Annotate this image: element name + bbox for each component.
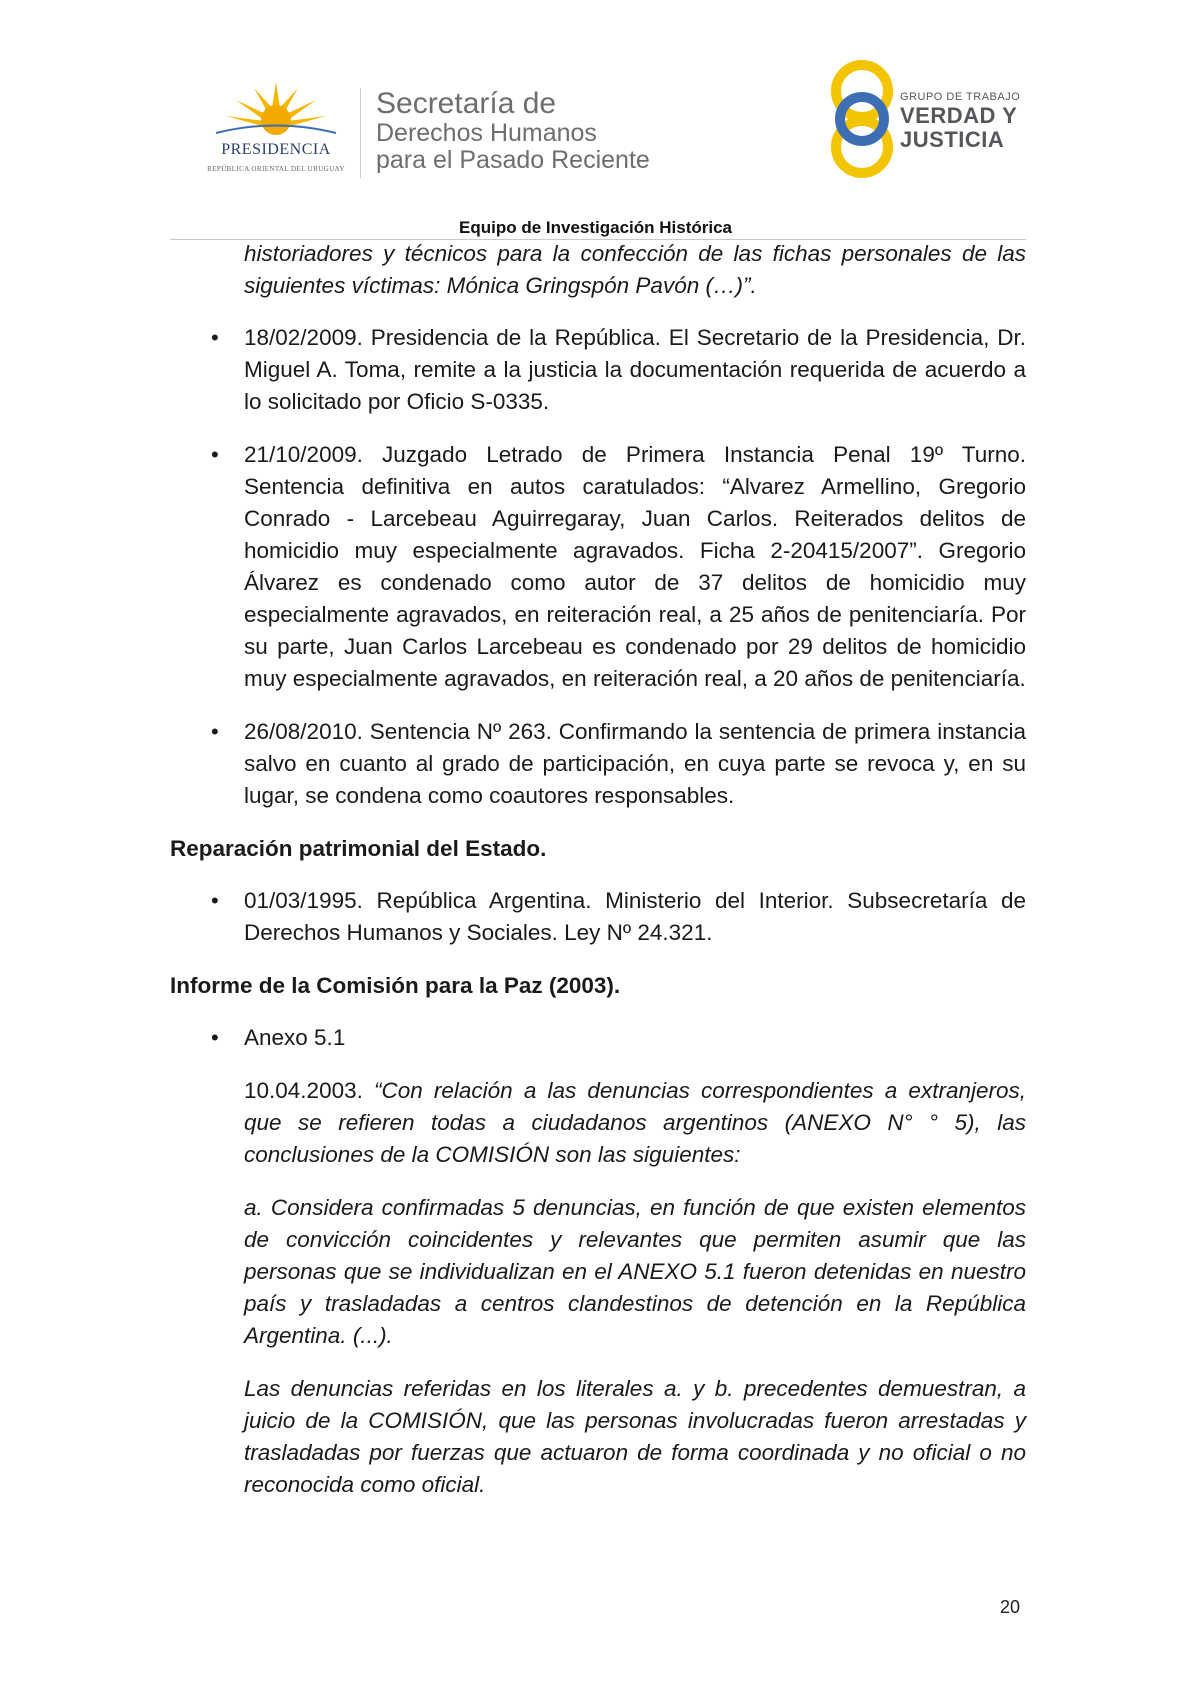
list-item (170, 322, 1026, 418)
secretaria-logo (376, 88, 706, 174)
verdad-justicia-rings-icon (822, 58, 902, 180)
secretaria-line-3: para el Pasado Reciente (376, 146, 650, 174)
sun-emblem-icon (196, 78, 356, 140)
presidencia-logo-text: PRESIDENCIA (221, 141, 331, 158)
team-title: Equipo de Investigación Histórica (459, 218, 732, 237)
quote-text: “Con relación a las denuncias correspondientes a extranjeros, que se refieren todas a ciudadanos argentinos (ANEXO N° ° 5), las conclusiones de la COMISIÓN son las siguientes: (244, 1078, 1026, 1167)
list-item (170, 1022, 1026, 1054)
page-number: 20 (1000, 1597, 1021, 1617)
verdad-label: VERDAD Y (900, 103, 1018, 128)
list-item-text: 21/10/2009. Juzgado Letrado de Primera Instancia Penal 19º Turno. Sentencia definitiva en autos caratulados: “Alvarez Armellino, Gregorio Conrado - Larcebeau Aguirregaray, Juan Carlos. Reiterados delitos de homicidio muy especialmente agravados. Ficha 2-20415/2007”. Gregorio Álvarez es condenado como autor de 37 delitos de homicidio muy especialmente agravados, en reiteración real, a 25 años de penitenciaría. Por su parte, Juan Carlos Larcebeau es condenado por 29 delitos de homicidio muy especialmente agravados, en reiteración real, a 20 años de penitenciaría. (244, 442, 1026, 691)
presidencia-logo-subtext: REPÚBLICA ORIENTAL DEL URUGUAY (207, 165, 345, 173)
quote-paragraph-1 (170, 1075, 1026, 1171)
bullet-icon: • (211, 442, 219, 467)
bullet-icon: • (211, 719, 219, 744)
justicia-label: JUSTICIA (900, 127, 1005, 152)
bullet-icon: • (211, 325, 219, 350)
section-heading-informe: Informe de la Comisión para la Paz (2003). (170, 973, 621, 998)
list-item-text: Anexo 5.1 (244, 1025, 346, 1050)
secretaria-line-1: Secretaría de (376, 87, 557, 120)
page-header (0, 0, 1191, 250)
header-divider (360, 88, 361, 178)
list-item (170, 439, 1026, 695)
quote-paragraph-3: Las denuncias referidas en los literales a. y b. precedentes demuestran, a juicio de la COMISIÓN, que las personas involucradas fueron arrestadas y trasladadas por fuerzas que actuaron de forma coordinada y no oficial o no reconocida como oficial. (244, 1376, 1026, 1497)
list-item (170, 885, 1026, 949)
presidencia-logo (196, 78, 356, 178)
document-body (170, 238, 1026, 1522)
bullet-icon: • (211, 1025, 219, 1050)
grupo-trabajo-label: GRUPO DE TRABAJO (900, 91, 1021, 103)
section-heading-reparacion: Reparación patrimonial del Estado. (170, 836, 547, 861)
list-item-text: 18/02/2009. Presidencia de la República. El Secretario de la Presidencia, Dr. Miguel A. Toma, remite a la justicia la documentación requerida de acuerdo a lo solicitado por Oficio S-0335. (244, 325, 1026, 414)
quote-paragraph-2: a. Considera confirmadas 5 denuncias, en función de que existen elementos de convicción coincidentes y relevantes que permiten asumir que las personas que se individualizan en el ANEXO 5.1 fueron detenidas en nuestro país y trasladadas a centros clandestinos de detención en la República Argentina. (...). (244, 1195, 1026, 1348)
list-item-text: 01/03/1995. República Argentina. Ministerio del Interior. Subsecretaría de Derechos Humanos y Sociales. Ley Nº 24.321. (244, 888, 1026, 945)
grupo-trabajo-logo-text (900, 90, 1020, 152)
continuation-paragraph: historiadores y técnicos para la confección de las fichas personales de las siguientes víctimas: Mónica Gringspón Pavón (…)”. (244, 241, 1026, 298)
secretaria-line-2: Derechos Humanos (376, 119, 597, 147)
list-item (170, 716, 1026, 812)
list-item-text: 26/08/2010. Sentencia Nº 263. Confirmando la sentencia de primera instancia salvo en cuanto al grado de participación, en cuya parte se revoca y, en su lugar, se condena como coautores responsables. (244, 719, 1026, 808)
bullet-icon: • (211, 888, 219, 913)
quote-date: 10.04.2003. (244, 1078, 374, 1103)
